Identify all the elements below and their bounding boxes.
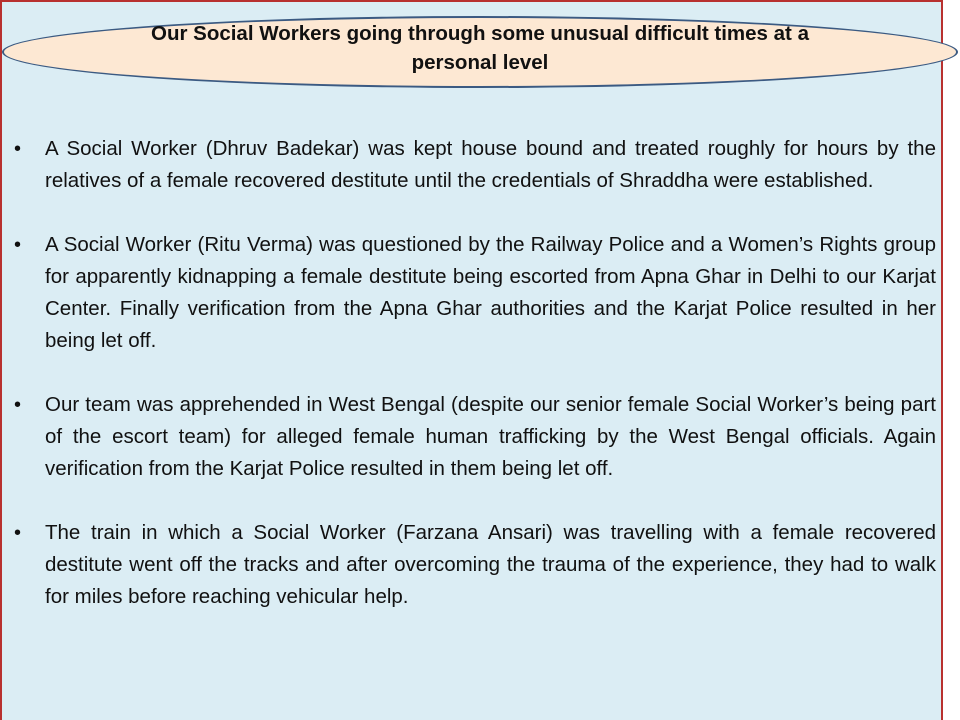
slide-title: Our Social Workers going through some unusual difficult times at a personal level [151, 22, 809, 74]
bullet-text: A Social Worker (Dhruv Badekar) was kept house bound and treated roughly for hours by the relatives of a female recovered destitute until the credentials of Shraddha were established. [45, 137, 936, 192]
bullet-item [14, 133, 936, 197]
bullet-list [14, 133, 936, 645]
title-banner [2, 16, 958, 88]
bullet-text: Our team was apprehended in West Bengal (despite our senior female Social Worker’s being part of the escort team) for alleged female human trafficking by the West Bengal officials. Again verification from the Karjat Police resulted in them being let off. [45, 393, 936, 480]
bullet-icon: • [14, 394, 22, 416]
bullet-item [14, 517, 936, 613]
bullet-icon: • [14, 234, 22, 256]
bullet-item [14, 389, 936, 485]
bullet-text: The train in which a Social Worker (Farzana Ansari) was travelling with a female recovered destitute went off the tracks and after overcoming the trauma of the experience, they had to walk for miles before reaching vehicular help. [45, 521, 936, 608]
bullet-item [14, 229, 936, 357]
bullet-icon: • [14, 138, 22, 160]
bullet-text: A Social Worker (Ritu Verma) was questioned by the Railway Police and a Women’s Rights group for apparently kidnapping a female destitute being escorted from Apna Ghar in Delhi to our Karjat Center. Finally verification from the Apna Ghar authorities and the Karjat Police resulted in her being let off. [45, 233, 936, 352]
bullet-icon: • [14, 522, 22, 544]
